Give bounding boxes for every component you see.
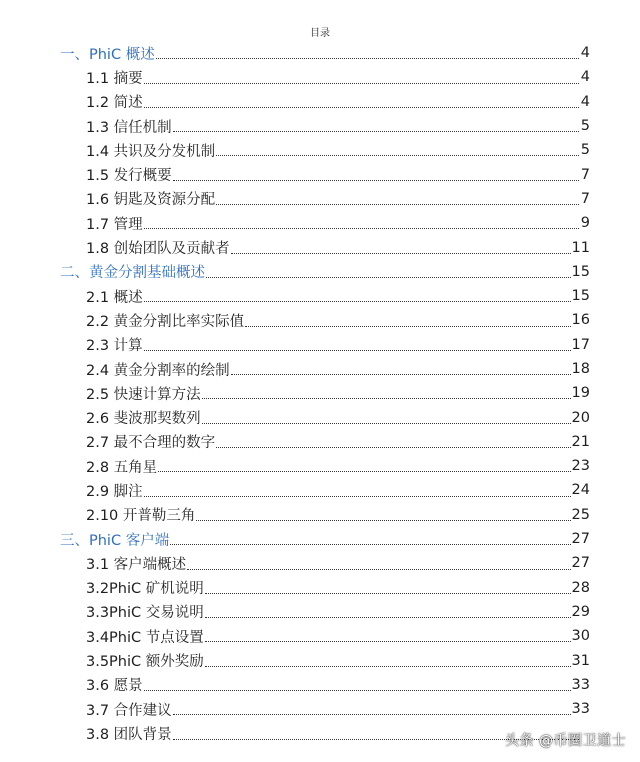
toc-entry[interactable]	[0, 187, 640, 211]
dot-leader	[205, 640, 571, 642]
toc-entry[interactable]	[0, 648, 640, 672]
toc-entry[interactable]	[0, 357, 640, 381]
toc-page-number: 5	[580, 142, 590, 159]
toc-entry-label: 3.8 团队背景	[86, 726, 172, 743]
dot-leader	[202, 422, 571, 424]
dot-leader	[205, 616, 571, 618]
dot-leader	[216, 446, 570, 448]
toc-page-number: 16	[571, 312, 590, 329]
toc-entry-label: 2.7 最不合理的数字	[86, 435, 216, 452]
toc-entry[interactable]	[0, 551, 640, 575]
toc-page-number: 30	[571, 628, 590, 645]
dot-leader	[205, 592, 571, 594]
toc-page-number: 17	[571, 336, 590, 353]
toc-entry[interactable]	[0, 284, 640, 308]
dot-leader	[156, 57, 579, 59]
toc-section-heading[interactable]	[0, 527, 640, 551]
dot-leader	[144, 349, 571, 351]
dot-leader	[144, 689, 571, 691]
toc-page-number: 20	[571, 409, 590, 426]
toc-page-number: 19	[571, 385, 590, 402]
toc-entry[interactable]	[0, 600, 640, 624]
toc-entry[interactable]	[0, 478, 640, 502]
dot-leader	[231, 373, 571, 375]
toc-entry-label: 1.1 摘要	[86, 70, 143, 87]
toc-page-number: 33	[571, 701, 590, 718]
toc-entry-label: 1.5 发行概要	[86, 168, 172, 185]
toc-entry[interactable]	[0, 114, 640, 138]
dot-leader	[216, 203, 579, 205]
toc-entry[interactable]	[0, 454, 640, 478]
toc-page-number: 5	[580, 118, 590, 135]
dot-leader	[170, 543, 570, 545]
toc-page-number: 25	[571, 506, 590, 523]
toc-entry-label: 1.7 管理	[86, 216, 143, 233]
toc-entry[interactable]	[0, 503, 640, 527]
toc-page-number: 31	[571, 652, 590, 669]
toc-entry[interactable]	[0, 430, 640, 454]
toc-entry[interactable]	[0, 576, 640, 600]
dot-leader	[144, 82, 579, 84]
toc-entry[interactable]	[0, 308, 640, 332]
toc-entry-label: 1.2 简述	[86, 95, 143, 112]
toc-page-number: 21	[571, 433, 590, 450]
toc-page-number: 24	[571, 482, 590, 499]
dot-leader	[245, 325, 570, 327]
dot-leader	[187, 568, 570, 570]
dot-leader	[202, 397, 571, 399]
toc-entry-label: 三、PhiC 客户端	[60, 532, 170, 549]
toc-entry-label: 1.3 信任机制	[86, 119, 172, 136]
dot-leader	[173, 130, 579, 132]
table-of-contents	[0, 41, 640, 746]
toc-entry-label: 3.4PhiC 节点设置	[86, 629, 204, 646]
toc-entry-label: 2.9 脚注	[86, 483, 143, 500]
toc-page-number: 27	[571, 555, 590, 572]
dot-leader	[173, 179, 579, 181]
page-title: 目录	[310, 28, 330, 39]
toc-entry-label: 3.6 愿景	[86, 678, 143, 695]
toc-entry[interactable]	[0, 65, 640, 89]
dot-leader	[216, 154, 579, 156]
toc-entry-label: 二、黄金分割基础概述	[60, 265, 205, 282]
toc-entry-label: 3.7 合作建议	[86, 702, 172, 719]
toc-entry-label: 2.8 五角星	[86, 459, 158, 476]
toc-page-number: 7	[580, 190, 590, 207]
toc-section-heading[interactable]	[0, 260, 640, 284]
watermark: 头条 @币圈卫道士	[505, 733, 626, 749]
toc-entry-label: 2.4 黄金分割率的绘制	[86, 362, 230, 379]
toc-page-number: 9	[580, 215, 590, 232]
toc-page-number: 4	[580, 93, 590, 110]
dot-leader	[144, 495, 571, 497]
toc-page-number: 15	[571, 263, 590, 280]
dot-leader	[144, 300, 571, 302]
toc-entry-label: 3.3PhiC 交易说明	[86, 605, 204, 622]
toc-page-number: 23	[571, 458, 590, 475]
dot-leader	[196, 519, 570, 521]
dot-leader	[144, 106, 579, 108]
toc-page-number: 15	[571, 288, 590, 305]
dot-leader	[205, 665, 571, 667]
toc-entry[interactable]	[0, 697, 640, 721]
toc-page-number: 18	[571, 361, 590, 377]
toc-entry-label: 2.5 快速计算方法	[86, 386, 201, 403]
dot-leader	[231, 252, 571, 254]
toc-entry[interactable]	[0, 90, 640, 114]
toc-entry[interactable]	[0, 211, 640, 235]
toc-entry-label: 1.8 创始团队及贡献者	[86, 241, 230, 258]
toc-entry[interactable]	[0, 405, 640, 429]
toc-entry-label: 2.10 开普勒三角	[86, 508, 196, 525]
toc-entry[interactable]	[0, 162, 640, 186]
dot-leader	[158, 470, 570, 472]
toc-page-number: 7	[580, 166, 590, 183]
toc-entry-label: 2.3 计算	[86, 338, 143, 355]
toc-entry-label: 3.2PhiC 矿机说明	[86, 581, 204, 598]
toc-entry-label: 2.1 概述	[86, 289, 143, 306]
toc-page-number: 4	[580, 45, 590, 62]
toc-page-number: 29	[571, 603, 590, 620]
toc-entry[interactable]	[0, 381, 640, 405]
dot-leader	[206, 276, 571, 278]
toc-entry-label: 2.2 黄金分割比率实际值	[86, 313, 245, 330]
dot-leader	[144, 227, 579, 229]
toc-section-heading[interactable]	[0, 41, 640, 65]
toc-page-number: 11	[571, 239, 590, 256]
toc-page-number: 27	[571, 531, 590, 548]
toc-entry-label: 1.6 钥匙及资源分配	[86, 192, 216, 209]
toc-page-number: 33	[571, 676, 590, 693]
toc-entry[interactable]	[0, 673, 640, 697]
toc-entry[interactable]	[0, 333, 640, 357]
toc-entry[interactable]	[0, 624, 640, 648]
toc-page-number: 4	[580, 69, 590, 86]
toc-entry-label: 3.1 客户端概述	[86, 556, 187, 573]
toc-page-number: 28	[571, 579, 590, 596]
dot-leader	[173, 713, 571, 715]
toc-entry[interactable]	[0, 235, 640, 259]
toc-entry-label: 2.6 斐波那契数列	[86, 411, 201, 428]
toc-entry-label: 一、PhiC 概述	[60, 46, 155, 63]
toc-entry[interactable]	[0, 138, 640, 162]
toc-entry-label: 1.4 共识及分发机制	[86, 143, 216, 160]
toc-entry-label: 3.5PhiC 额外奖励	[86, 654, 204, 671]
